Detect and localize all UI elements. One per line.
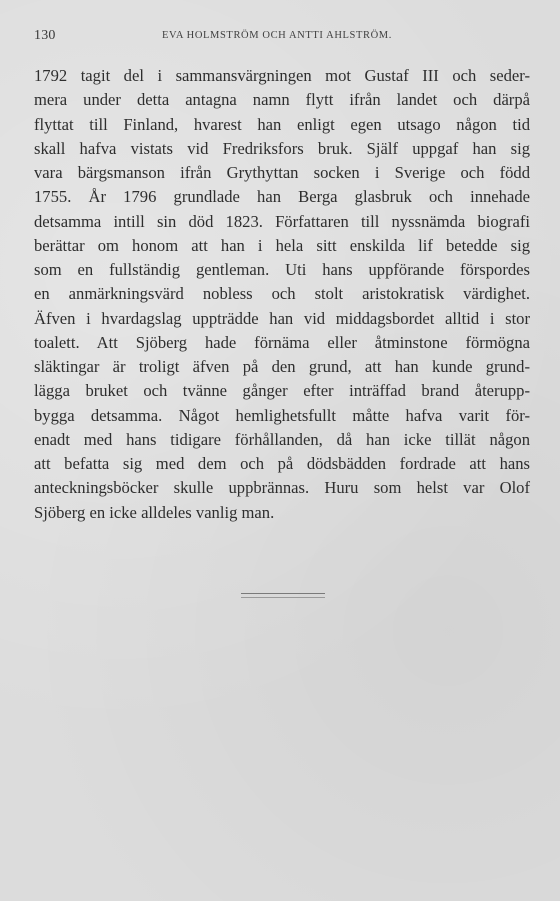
text-line: att befatta sig med dem och på dödsbädden fordrade att hans: [34, 454, 530, 473]
text-line: toalett. Att Sjöberg hade förnäma eller åtminstone förmögna: [34, 332, 530, 352]
text-line: bygga detsamma. Något hemlighetsfullt måtte hafva varit för-: [34, 405, 530, 425]
text-line: Äfven i hvardagslag uppträdde han vid middagsbordet alltid i stor: [34, 308, 530, 328]
text-line: 1792 tagit del i sammansvärgningen mot Gustaf III och seder-: [34, 66, 530, 85]
text-line: berättar om honom att han i hela sitt enskilda lif betedde sig: [34, 235, 530, 255]
text-line-last: Sjöberg en icke alldeles vanlig man.: [34, 502, 275, 522]
page-number: 130: [34, 28, 56, 43]
page-header: [34, 28, 526, 44]
text-line: detsamma intill sin död 1823. Författaren till nyssnämda biografi: [34, 211, 530, 231]
text-line: mera under detta antagna namn flytt ifrån landet och därpå: [34, 90, 530, 110]
body-paragraph: [34, 64, 530, 525]
section-divider: [241, 593, 325, 598]
text-line: som en fullständig gentleman. Uti hans uppförande förspordes: [34, 260, 530, 279]
text-line: 1755. År 1796 grundlade han Berga glasbruk och innehade: [34, 187, 530, 207]
text-line: enadt med hans tidigare förhållanden, då han icke tillät någon: [34, 429, 530, 449]
text-line: skall hafva vistats vid Fredriksfors bruk. Själf uppgaf han sig: [34, 138, 530, 158]
text-line: en anmärkningsvärd nobless och stolt aristokratisk värdighet.: [34, 284, 530, 304]
text-line: lägga bruket och tvänne gånger efter inträffad brand återupp-: [34, 381, 530, 401]
text-line: anteckningsböcker skulle uppbrännas. Huru som helst var Olof: [34, 478, 530, 498]
text-line: vara bärgsmanson ifrån Grythyttan socken i Sverige och född: [34, 163, 530, 182]
running-head: EVA HOLMSTRÖM OCH ANTTI AHLSTRÖM.: [162, 30, 392, 41]
text-line: släktingar är troligt äfven på den grund, att han kunde grund-: [34, 357, 530, 376]
text-line: flyttat till Finland, hvarest han enligt egen utsago någon tid: [34, 114, 530, 134]
